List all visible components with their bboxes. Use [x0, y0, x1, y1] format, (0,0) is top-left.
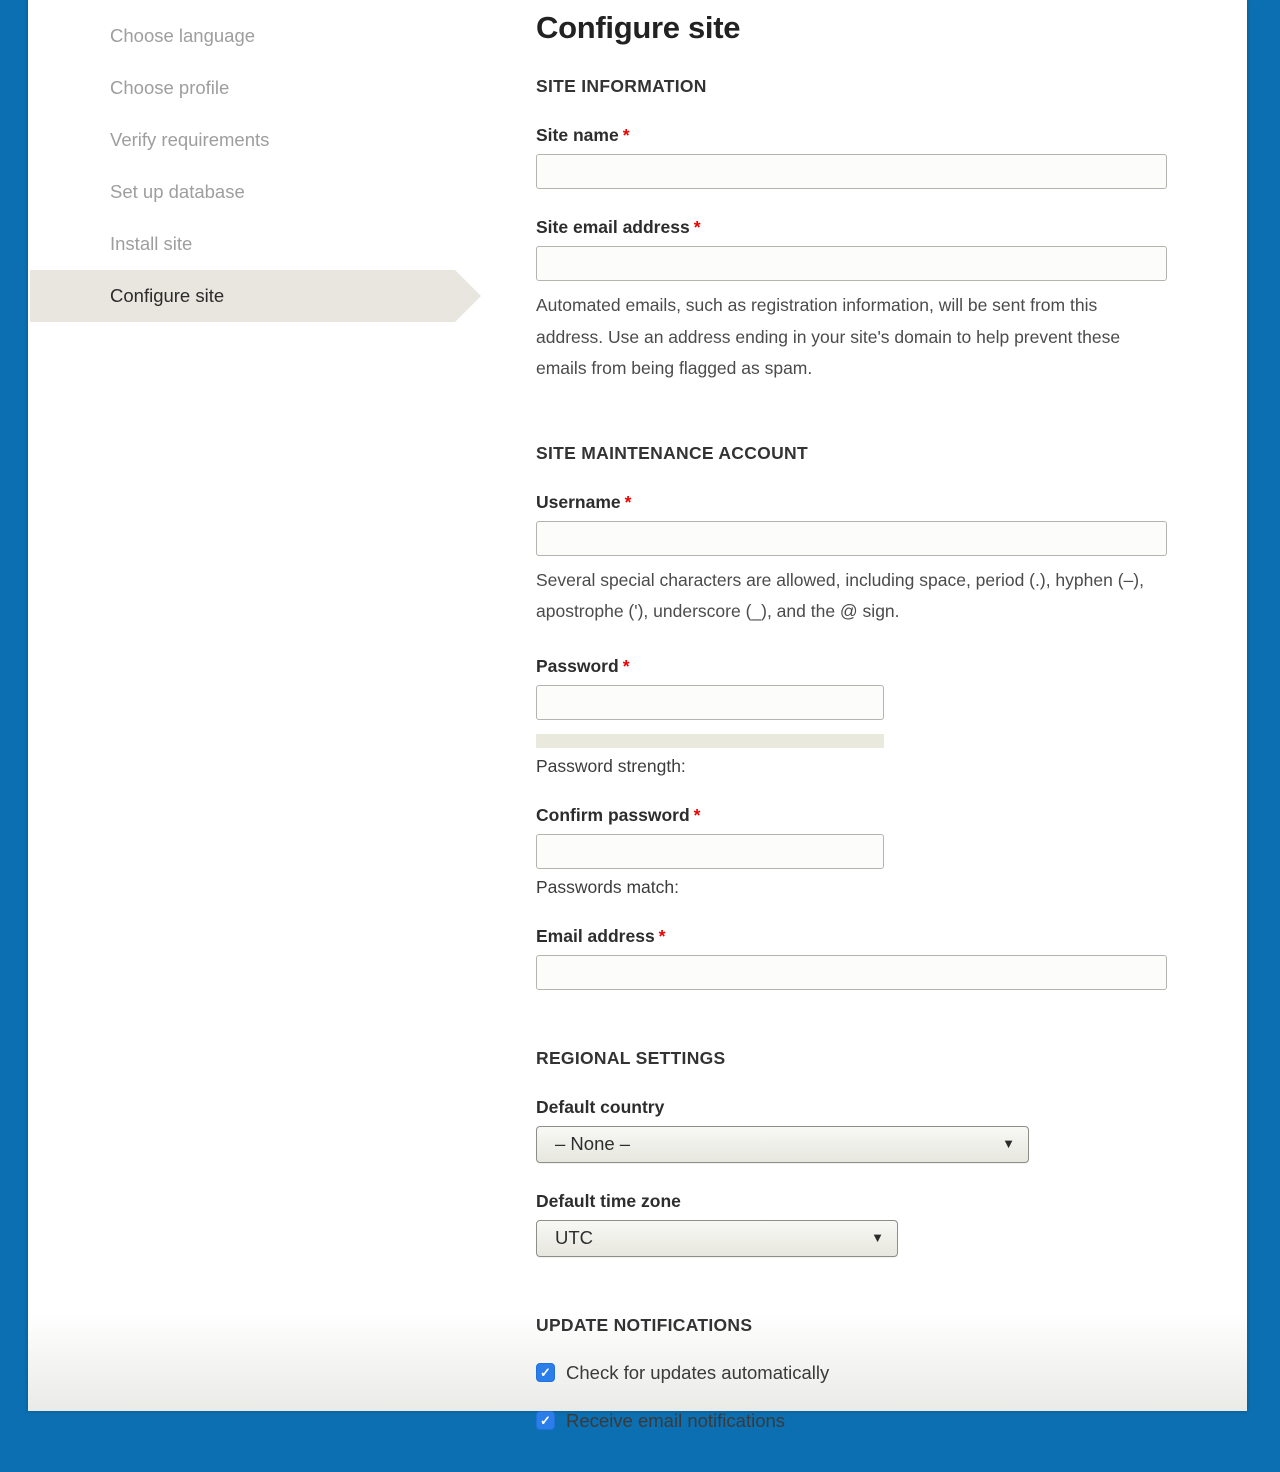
sidebar-item-verify-requirements [28, 114, 536, 166]
section-heading-site-information: SITE INFORMATION [536, 76, 707, 96]
label-text: Site email address [536, 217, 690, 237]
chevron-down-icon: ▼ [871, 1229, 884, 1245]
site-name-field [536, 125, 1167, 189]
username-description: Several special characters are allowed, including space, period (.), hyphen (–), apostrophe ('), underscore (_), and the @ sign. [536, 569, 1144, 621]
email-address-field [536, 926, 1167, 990]
chevron-down-icon: ▼ [1002, 1135, 1015, 1151]
label-text: Email address [536, 925, 655, 946]
check-updates-row[interactable] [536, 1362, 1167, 1384]
passwords-match-label: Passwords match: [536, 876, 679, 897]
username-label [536, 492, 631, 513]
email-notifications-row[interactable] [536, 1410, 1167, 1432]
password-label [536, 656, 630, 677]
page-title: Configure site [536, 10, 741, 45]
required-marker: * [658, 925, 666, 946]
required-marker: * [693, 217, 701, 237]
step-label: Choose language [110, 25, 256, 46]
installer-card [28, 0, 1247, 1431]
checkmark-icon: ✓ [540, 1365, 551, 1380]
site-email-label [536, 217, 701, 238]
password-strength-bar [536, 734, 884, 748]
step-label: Choose profile [110, 77, 230, 98]
required-marker: * [622, 655, 630, 676]
checkmark-icon: ✓ [540, 1413, 551, 1428]
label-text: Site name [536, 125, 619, 145]
email-notifications-label[interactable]: Receive email notifications [566, 1409, 786, 1431]
confirm-password-input[interactable] [536, 834, 884, 869]
site-email-input[interactable] [536, 246, 1167, 281]
install-steps-sidebar [28, 0, 536, 322]
site-email-field [536, 217, 1167, 385]
step-label: Install site [110, 233, 193, 254]
password-strength-label: Password strength: [536, 755, 686, 776]
check-updates-checkbox[interactable] [536, 1363, 555, 1382]
default-country-select[interactable] [536, 1126, 1029, 1163]
sidebar-item-install-site [28, 218, 536, 270]
step-label: Set up database [110, 181, 245, 202]
sidebar-item-configure-site-active [30, 270, 455, 322]
email-address-label [536, 926, 665, 947]
sidebar-item-choose-language [28, 10, 536, 62]
step-label: Verify requirements [110, 129, 270, 150]
default-timezone-field [536, 1191, 1167, 1257]
selected-value: – None – [555, 1133, 631, 1154]
required-marker: * [693, 804, 701, 825]
email-address-input[interactable] [536, 955, 1167, 990]
default-timezone-label: Default time zone [536, 1190, 681, 1211]
sidebar-item-set-up-database [28, 166, 536, 218]
site-name-label [536, 125, 630, 146]
required-marker: * [622, 125, 630, 145]
required-marker: * [624, 491, 632, 512]
password-field [536, 656, 1167, 777]
sidebar-item-choose-profile [28, 62, 536, 114]
check-updates-label[interactable]: Check for updates automatically [566, 1361, 830, 1383]
label-text: Confirm password [536, 804, 690, 825]
site-name-input[interactable] [536, 154, 1167, 189]
section-heading-regional-settings: REGIONAL SETTINGS [536, 1047, 726, 1068]
confirm-password-field [536, 805, 1167, 898]
confirm-password-label [536, 805, 700, 826]
default-country-label: Default country [536, 1096, 665, 1117]
label-text: Password [536, 655, 619, 676]
username-input[interactable] [536, 521, 1167, 556]
username-field [536, 492, 1167, 628]
password-input[interactable] [536, 685, 884, 720]
selected-value: UTC [555, 1227, 594, 1248]
section-heading-maintenance-account: SITE MAINTENANCE ACCOUNT [536, 442, 808, 463]
default-country-field [536, 1097, 1167, 1163]
label-text: Username [536, 491, 621, 512]
section-heading-update-notifications: UPDATE NOTIFICATIONS [536, 1314, 753, 1335]
site-email-description: Automated emails, such as registration information, will be sent from this address. Use an address ending in your site's domain to help prevent these emails from being flagged as spam. [536, 295, 1121, 378]
configure-site-form [536, 0, 1167, 1472]
default-timezone-select[interactable] [536, 1220, 898, 1257]
step-label: Configure site [110, 285, 225, 306]
email-notifications-checkbox[interactable] [536, 1411, 555, 1430]
